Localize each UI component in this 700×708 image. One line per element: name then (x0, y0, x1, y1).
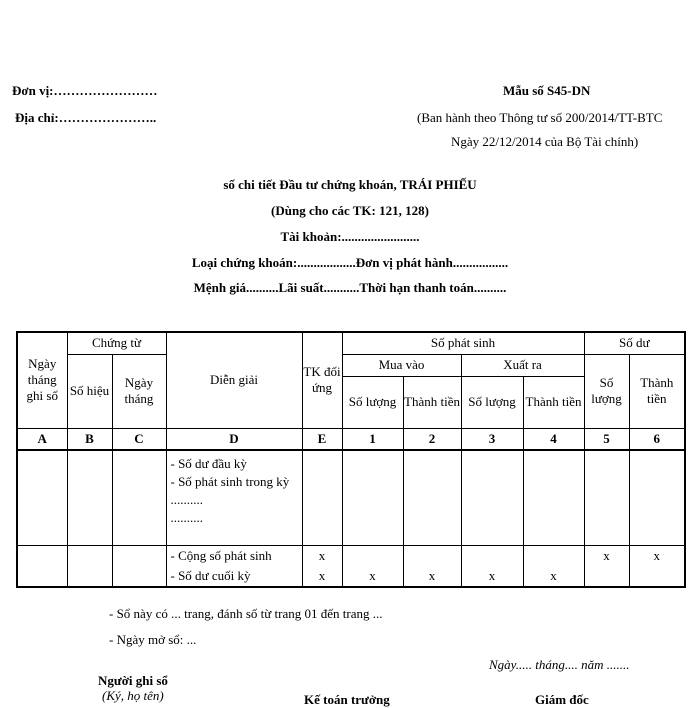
col-description-header: Diễn giải (166, 332, 302, 428)
sell-amount-mark-cell (523, 546, 584, 588)
footnote-open-date: - Ngày mở sổ: ... (109, 632, 197, 647)
address-label: Địa chỉ:………………….. (15, 110, 157, 125)
balance-qty-header: Số lượng (584, 354, 629, 428)
balance-amount-mark-cell (629, 546, 685, 588)
sell-amount-header: Thành tiền (523, 376, 584, 428)
table-cell (17, 546, 67, 588)
group-arising-header: Số phát sinh (342, 332, 584, 354)
mark-x: x (488, 568, 496, 583)
mark-x: x (603, 548, 610, 563)
security-type-line: Loại chứng khoán:..................Đơn vị phát hành................. (191, 255, 509, 270)
col-voucher-no-header: Số hiệu (67, 354, 112, 428)
ledger-title: số chi tiết Đầu tư chứng khoán, TRÁI PHIẾU (223, 177, 477, 192)
col-voucher-date-header: Ngày tháng (112, 354, 166, 428)
buy-qty-mark-cell (342, 546, 403, 588)
sell-qty-header: Số lượng (461, 376, 523, 428)
desc-total-arising: - Cộng số phát sinh (170, 548, 272, 563)
account-mark-cell (302, 546, 342, 588)
col-number-6: 6 (629, 428, 685, 450)
col-letter-d: D (166, 428, 302, 450)
issued-by-line1: (Ban hành theo Thông tư số 200/2014/TT-BTC (417, 110, 663, 125)
group-balance-header: Số dư (584, 332, 685, 354)
col-letter-b: B (67, 428, 112, 450)
recorder-sign: (Ký, họ tên) (102, 688, 164, 703)
table-cell (112, 450, 166, 546)
col-letter-a: A (17, 428, 67, 450)
mark-x: x (318, 548, 326, 563)
description-cell (166, 450, 302, 546)
mark-x: x (428, 568, 436, 583)
desc-dots-1: .......... (170, 491, 203, 507)
table-cell (629, 450, 685, 546)
table-cell (302, 450, 342, 546)
table-cell (523, 450, 584, 546)
form-code: Mẫu số S45-DN (503, 83, 591, 98)
col-letter-e: E (302, 428, 342, 450)
group-voucher-header: Chứng từ (67, 332, 166, 354)
table-cell (403, 450, 461, 546)
col-letter-c: C (112, 428, 166, 450)
col-number-2: 2 (403, 428, 461, 450)
buy-amount-mark-cell (403, 546, 461, 588)
col-number-4: 4 (523, 428, 584, 450)
table-cell (67, 450, 112, 546)
description-total-cell (166, 546, 302, 588)
col-number-1: 1 (342, 428, 403, 450)
mark-x: x (318, 568, 326, 583)
desc-opening-balance: - Số dư đầu kỳ (170, 455, 247, 471)
col-account-header: TK đối ứng (302, 332, 342, 428)
footnote-pages: - Sổ này có ... trang, đánh số từ trang 01 đến trang ... (109, 606, 383, 621)
sell-qty-mark-cell (461, 546, 523, 588)
ledger-subtitle: (Dùng cho các TK: 121, 128) (271, 203, 429, 218)
group-sell-header: Xuất ra (461, 354, 584, 376)
table-cell (67, 546, 112, 588)
unit-label: Đơn vị:…………………… (12, 83, 158, 98)
buy-qty-header: Số lượng (342, 376, 403, 428)
col-date-header: Ngày tháng ghi sổ (17, 332, 67, 428)
chief-accountant-title: Kế toán trưởng (304, 692, 390, 707)
ledger-table (16, 331, 686, 588)
director-title: Giám đốc (535, 692, 589, 707)
table-cell (461, 450, 523, 546)
recorder-title: Người ghi sổ (98, 673, 168, 688)
table-cell (17, 450, 67, 546)
mark-x: x (653, 548, 661, 563)
balance-qty-mark-cell (584, 546, 629, 588)
mark-x: x (369, 568, 376, 583)
col-number-5: 5 (584, 428, 629, 450)
balance-amount-header: Thành tiền (629, 354, 685, 428)
col-number-3: 3 (461, 428, 523, 450)
table-cell (342, 450, 403, 546)
desc-closing-balance: - Số dư cuối kỳ (170, 568, 251, 583)
table-cell (112, 546, 166, 588)
desc-arising: - Số phát sinh trong kỳ (170, 473, 290, 489)
desc-dots-2: .......... (170, 509, 203, 525)
group-buy-header: Mua vào (342, 354, 461, 376)
face-value-line: Mệnh giá..........Lãi suất...........Thời hạn thanh toán.......... (193, 280, 507, 295)
mark-x: x (550, 568, 557, 583)
buy-amount-header: Thành tiền (403, 376, 461, 428)
issued-by-line2: Ngày 22/12/2014 của Bộ Tài chính) (451, 134, 639, 149)
table-cell (584, 450, 629, 546)
account-line: Tài khoản:........................ (280, 229, 420, 244)
date-line: Ngày..... tháng.... năm ....... (489, 657, 630, 672)
